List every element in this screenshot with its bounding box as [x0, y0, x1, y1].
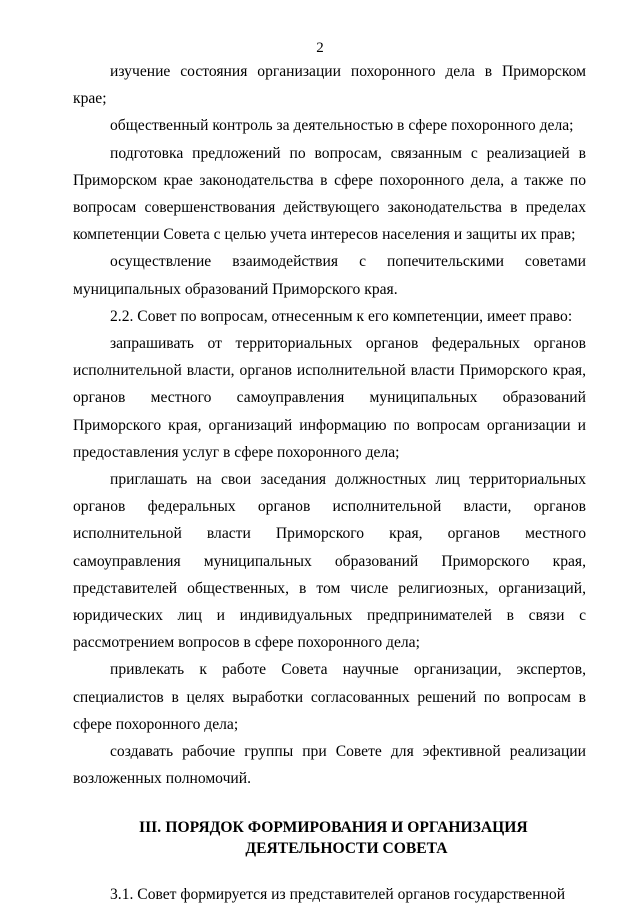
paragraph: 3.1. Совет формируется из представителей органов государственной [110, 886, 566, 904]
paragraph: приглашать на свои заседания должностных лиц территориальных органов федеральных органов исполнительной власти, органов исполнительной власти Приморского края, органов местного самоуправления муниципальных образований Приморского края, представителей общественных, в том числе религиозных, организаций, юридических лиц и индивидуальных предпринимателей в связи с рассмотрением вопросов в сфере похоронного дела; [73, 471, 586, 652]
paragraph: создавать рабочие группы при Совете для эфективной реализации возложенных полномочий. [73, 743, 586, 788]
paragraph: осуществление взаимодействия с попечительскими советами муниципальных образований Приморского края. [73, 253, 586, 298]
paragraph: привлекать к работе Совета научные организации, экспертов, специалистов в целях выработки согласованных решений по вопросам в сфере похоронного дела; [73, 661, 586, 733]
paragraph: подготовка предложений по вопросам, связанным с реализацией в Приморском крае законодательства в сфере похоронного дела, а также по вопросам совершенствования действующего законодательства в пределах компетенции Совета с целью учета интересов населения и защиты их прав; [73, 144, 586, 244]
section-title-line-2: ДЕЯТЕЛЬНОСТИ СОВЕТА [245, 840, 448, 858]
paragraph: запрашивать от территориальных органов федеральных органов исполнительной власти, органов исполнительной власти Приморского края, органов местного самоуправления муниципальных образований Приморского края, организаций информацию по вопросам организации и предоставления услуг в сфере похоронного дела; [73, 335, 586, 461]
page-number: 2 [316, 40, 324, 56]
paragraph: общественный контроль за деятельностью в сфере похоронного дела; [110, 117, 574, 135]
paragraph: 2.2. Совет по вопросам, отнесенным к его компетенции, имеет право: [110, 307, 573, 325]
paragraph: изучение состояния организации похоронного дела в Приморском крае; [73, 63, 586, 108]
section-heading [73, 817, 586, 859]
document-body [73, 58, 586, 909]
section-title-line-1: ПОРЯДОК ФОРМИРОВАНИЯ И ОРГАНИЗАЦИЯ [165, 819, 528, 837]
section-number: III. [139, 819, 162, 837]
